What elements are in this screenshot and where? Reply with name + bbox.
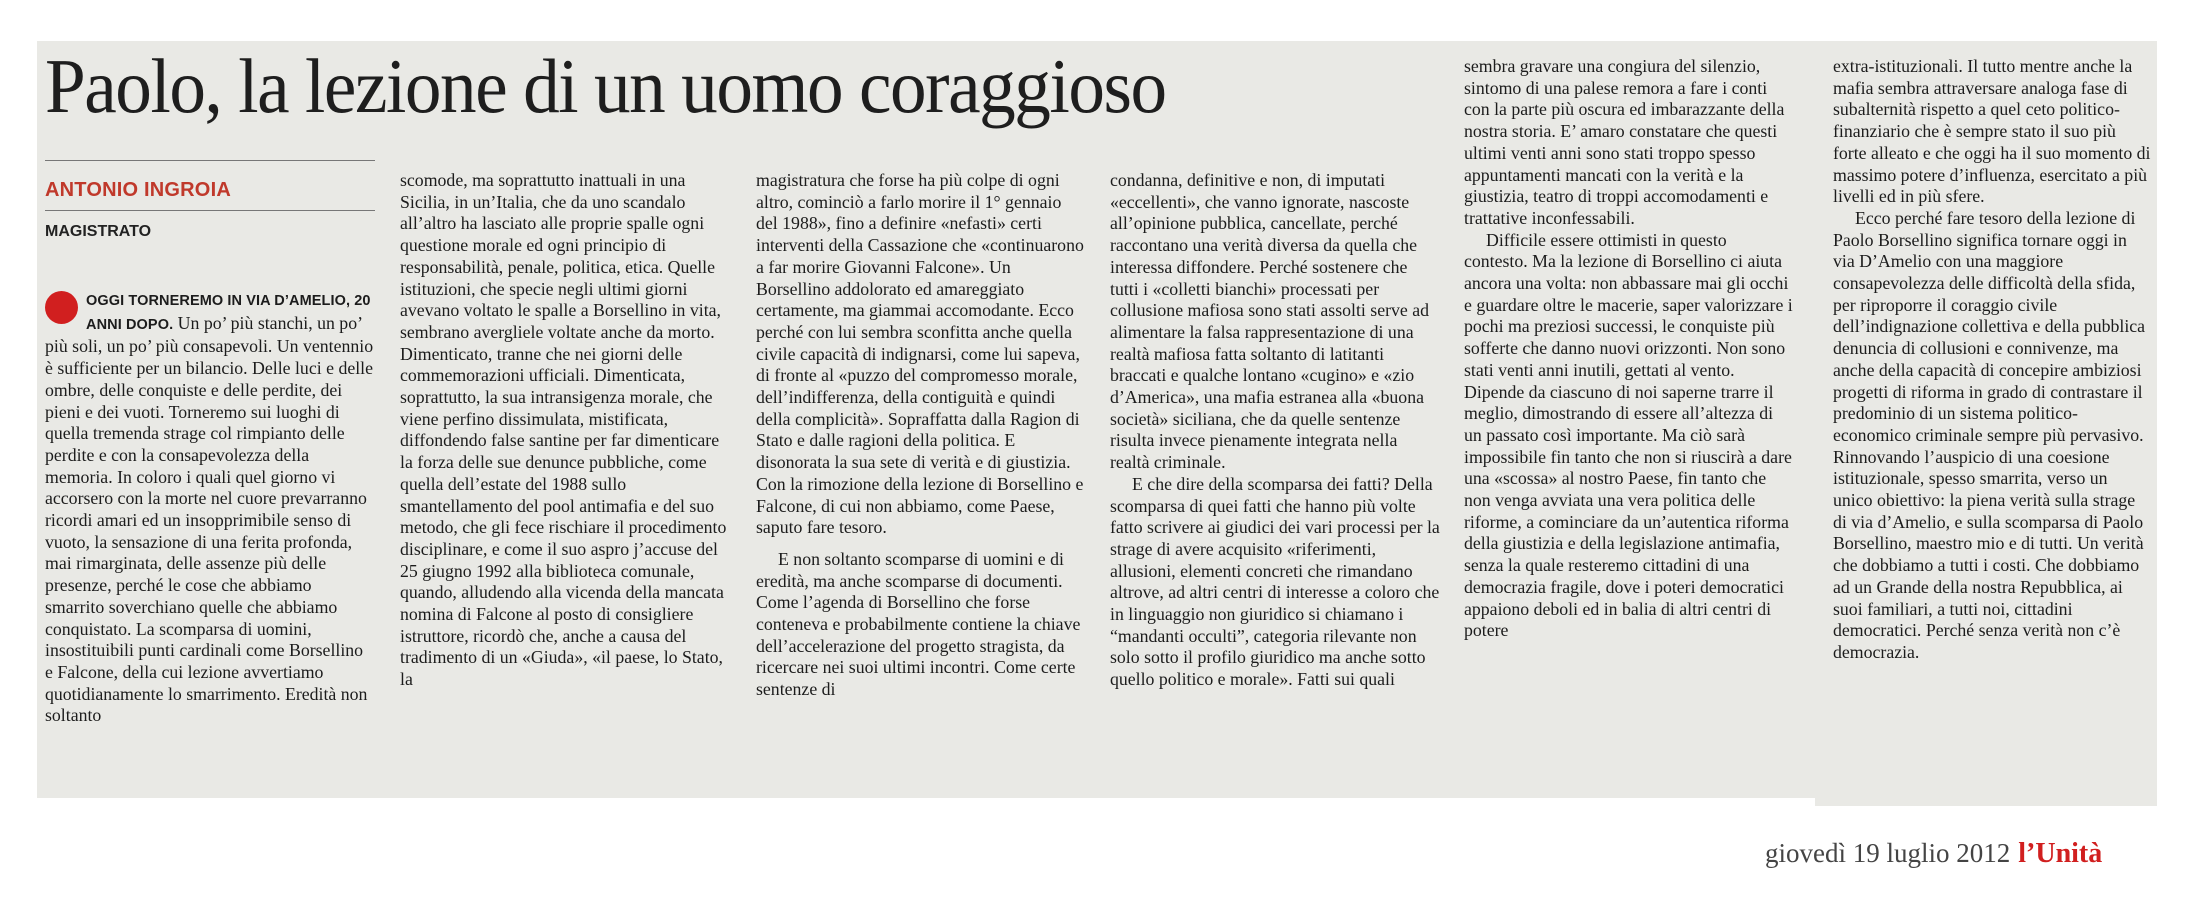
author-name: ANTONIO INGROIA bbox=[45, 179, 231, 201]
article-column-2 bbox=[400, 170, 732, 691]
paragraph-text: Un po’ più stanchi, un po’ più soli, un po’ più consapevoli. Un ventennio è sufficiente per un bilancio. Delle luci e delle ombre, delle conquiste e delle perdite, dei pieni e dei vuoti. Torneremo sui luoghi di quella tremenda strage col rimpianto delle perdite e con la consapevolezza della memoria. In coloro i quali quel giorno vi accorsero con la morte nel cuore prevarranno ricordi amari ed un insopprimibile senso di vuoto, la sensazione di una ferita profonda, mai rimarginata, delle assenze più delle presenze, perché le cose che abbiamo smarrito soverchiano quelle che abbiamo conquistato. La scomparsa di uomini, insostituibili punti cardinali come Borsellino e Falcone, della cui lezione avvertiamo quotidianamente lo smarrimento. Eredità non soltanto bbox=[45, 312, 374, 726]
paragraph: Ecco perché fare tesoro della lezione di Paolo Borsellino significa tornare oggi in via D’Amelio con una maggiore consapevolezza delle difficoltà della sfida, per riproporre il coraggio civile dell’indignazione collettiva e della pubblica denuncia di collusioni e connivenze, ma anche della capacità di concepire ambiziosi progetti di riforma in grado di contrastare il predominio di un sistema politico-economico criminale sempre più pervasivo. Rinnovando l’auspicio di una coesione istituzionale, spesso smarrita, verso un unico obiettivo: la piena verità sulla strage di via d’Amelio, e sulla scomparsa di Paolo Borsellino, maestro mio e di tutti. Un verità che dobbiamo a tutti i costi. Che dobbiamo ad un Grande della nostra Repubblica, ai suoi familiari, a tutti noi, cittadini democratici. Perché senza verità non c’è democrazia. bbox=[1833, 207, 2146, 662]
article-column-6 bbox=[1833, 56, 2151, 664]
page-footer bbox=[1765, 838, 2102, 870]
article-column-4 bbox=[1110, 170, 1440, 691]
article-lead: OGGI TORNEREMO IN VIA D’AMELIO, 20 ANNI DOPO. bbox=[86, 293, 371, 333]
byline bbox=[45, 160, 375, 249]
paragraph: Difficile essere ottimisti in questo contesto. Ma la lezione di Borsellino ci aiuta ancora una volta: non abbassare mai gli occhi e guardare oltre le macerie, saper valorizzare i pochi ma preziosi successi, le conquiste più sofferte che danno nuovi orizzonti. Non sono stati venti anni inutili, gettati al vento. Dipende da ciascuno di noi saperne trarre il meglio, dimostrando di essere all’altezza di un passato così importante. Ma ciò sarà impossibile fin tanto che non si riuscirà a dare una «scossa» al nostro Paese, fin tanto che non venga avviata una vera politica delle riforme, a cominciare da un’autentica riforma della giustizia e della legislazione antimafia, senza la quale resteremo cittadini di una democrazia fragile, dove i poteri democratici appaiono deboli ed in balia di altri centri di potere bbox=[1464, 229, 1793, 641]
paragraph: magistratura che forse ha più colpe di ogni altro, cominciò a farlo morire il 1° gennaio del 1988», fino a definire «nefasti» certi interventi della Cassazione che «continuarono a far morire Giovanni Falcone». Un Borsellino addolorato ed amareggiato certamente, ma giammai accomodante. Ecco perché con lui sembra sconfitta anche quella civile capacità di indignarsi, come lui sapeva, di fronte al «puzzo del compromesso morale, dell’indifferenza, della contiguità e quindi della complicità». Sopraffatta dalla Ragion di Stato e dalle ragioni della politica. E disonorata la sua sete di verità e di giustizia. Con la rimozione della lezione di Borsellino e Falcone, di cui non abbiamo, come Paese, saputo fare tesoro. bbox=[756, 170, 1084, 538]
red-dot-icon bbox=[45, 291, 78, 324]
paragraph: E non soltanto scomparse di uomini e di eredità, ma anche scomparse di documenti. Come l’agenda di Borsellino che forse conteneva e probabilmente contiene la chiave dell’accelerazione del progetto stragista, da ricercare nei suoi ultimi incontri. Come certe sentenze di bbox=[756, 548, 1081, 700]
author-role: MAGISTRATO bbox=[45, 223, 152, 240]
article-column-1 bbox=[45, 289, 375, 727]
article-column-3 bbox=[756, 170, 1086, 701]
article-title: Paolo, la lezione di un uomo coraggioso bbox=[45, 43, 1166, 129]
newspaper-logo: l’Unità bbox=[2018, 838, 2103, 869]
article-column-5 bbox=[1464, 56, 1794, 642]
paragraph bbox=[45, 289, 375, 727]
paragraph: condanna, definitive e non, di imputati «eccellenti», che vanno ignorate, nascoste all’opinione pubblica, cancellate, perché raccontano una verità diversa da quella che interessa diffondere. Perché sostenere che tutti i «colletti bianchi» processati per collusione mafiosa sono stati assolti serve ad alimentare la falsa rappresentazione di una realtà mafiosa fatta soltanto di latitanti braccati e qualche lontano «cugino» e «zio d’America», una mafia estranea alla «buona società» siciliana, che da quelle sentenze risulta invece pienamente integrata nella realtà criminale. bbox=[1110, 170, 1430, 473]
paragraph: sembra gravare una congiura del silenzio, sintomo di una palese remora a fare i conti con la parte più oscura ed imbarazzante della nostra storia. E’ amaro constatare che questi ultimi venti anni sono stati troppo spesso appuntamenti mancati con la verità e la giustizia, teatro di troppi accomodamenti e trattative inconfessabili. bbox=[1464, 56, 1785, 228]
paragraph: extra-istituzionali. Il tutto mentre anche la mafia sembra attraversare analoga fase di subalternità rispetto a quel ceto politico-finanziario che è sempre stato il suo più forte alleato e che oggi ha il suo momento di massimo potere d’influenza, esercitato a più livelli ed in più sfere. bbox=[1833, 56, 2151, 207]
paragraph: scomode, ma soprattutto inattuali in una Sicilia, in un’Italia, che da uno scandalo all’altro ha lasciato alle proprie spalle ogni questione morale ed ogni principio di responsabilità, penale, politica, etica. Quelle istituzioni, che specie negli ultimi giorni avevano voltato le spalle a Borsellino in vita, sembrano avergliele voltate anche da morto. Dimenticato, tranne che nei giorni delle commemorazioni ufficiali. Dimenticata, soprattutto, la sua intransigenza morale, che viene perfino dissimulata, mistificata, diffondendo false santine per far dimenticare la forza delle sue denunce pubbliche, come quella dell’estate del 1988 sullo smantellamento del pool antimafia e del suo metodo, che gli fece rischiare il procedimento disciplinare, e come il suo aspro j’accuse del 25 giugno 1992 alla biblioteca comunale, quando, alludendo alla vicenda della mancata nomina di Falcone al posto di consigliere istruttore, ricordò che, anche a causa del tradimento di un «Giuda», «il paese, lo Stato, la bbox=[400, 170, 727, 690]
publication-date: giovedì 19 luglio 2012 bbox=[1765, 838, 2011, 868]
paragraph: E che dire della scomparsa dei fatti? Della scomparsa di quei fatti che hanno più volte fatto scrivere ai giudici dei vari processi per la strage di avere acquisito «riferimenti, allusioni, elementi concreti che rimandano altrove, ad altri centri di interesse a coloro che in linguaggio non giuridico si chiamano i “mandanti occulti”, categoria rilevante non solo sotto il profilo giuridico ma anche sotto quello politico e morale». Fatti sui quali bbox=[1110, 473, 1440, 690]
